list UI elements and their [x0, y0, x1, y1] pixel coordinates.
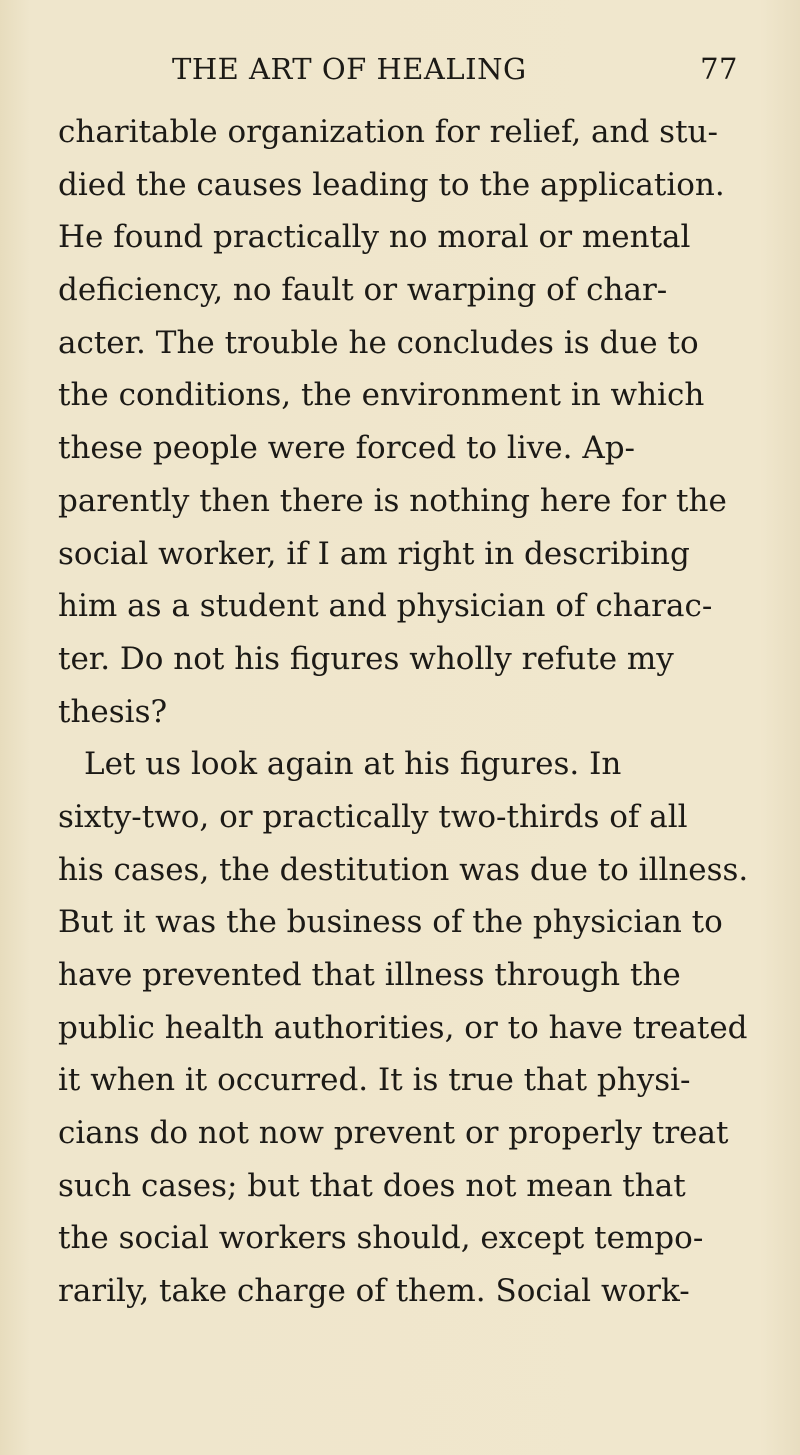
text-line: have prevented that illness through the [58, 957, 681, 993]
running-title: THE ART OF HEALING [172, 52, 527, 86]
text-line: But it was the business of the physician to [58, 904, 723, 941]
text-line: the conditions, the environment in which [58, 377, 705, 414]
text-line: public health authorities, or to have treated [58, 1009, 748, 1046]
text-line: died the causes leading to the application. [58, 166, 725, 203]
page-number: 77 [700, 52, 738, 86]
text-line: rarily, take charge of them. Social work- [58, 1273, 690, 1310]
page-header [172, 52, 738, 92]
text-line: the social workers should, except tempo- [58, 1220, 704, 1257]
text-line: ter. Do not his figures wholly refute my [58, 640, 674, 677]
text-line: acter. The trouble he concludes is due to [58, 324, 699, 361]
text-line: deficiency, no fault or warping of char- [58, 272, 668, 309]
text-line: these people were forced to live. Ap- [58, 430, 636, 467]
text-line: him as a student and physician of charac- [58, 588, 713, 625]
text-line: cians do not now prevent or properly treat [58, 1115, 729, 1152]
text-line: He found practically no moral or mental [58, 219, 691, 256]
text-line: such cases; but that does not mean that [58, 1167, 686, 1204]
body-text [58, 106, 748, 1318]
text-line: social worker, if I am right in describing [58, 535, 690, 572]
text-line: thesis? [58, 693, 168, 730]
text-line: his cases, the destitution was due to illness. [58, 851, 749, 888]
text-line: charitable organization for relief, and stu- [58, 114, 718, 150]
paragraph-start-line: Let us look again at his figures. In [84, 746, 622, 783]
text-line: parently then there is nothing here for the [58, 482, 727, 519]
text-line: it when it occurred. It is true that physi- [58, 1062, 691, 1099]
text-line: sixty-two, or practically two-thirds of all [58, 798, 688, 835]
